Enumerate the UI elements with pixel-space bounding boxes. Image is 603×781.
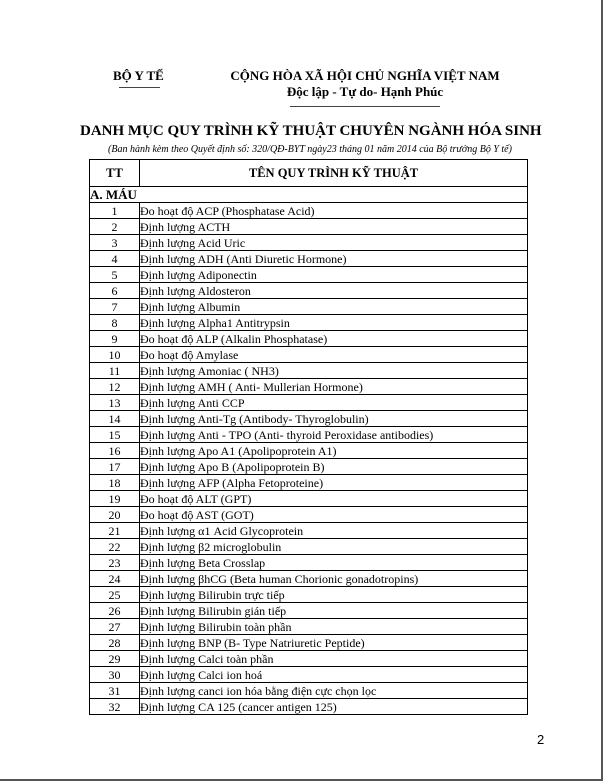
procedure-name: Định lượng α1 Acid Glycoprotein: [140, 523, 528, 539]
table-row: [90, 507, 528, 523]
table-row: [90, 379, 528, 395]
table-row: [90, 459, 528, 475]
row-number: 16: [90, 443, 140, 459]
table-row: [90, 539, 528, 555]
table-row: [90, 683, 528, 699]
table-row: [90, 411, 528, 427]
row-number: 12: [90, 379, 140, 395]
row-number: 22: [90, 539, 140, 555]
table-row: [90, 299, 528, 315]
procedure-name: Định lượng Apo A1 (Apolipoprotein A1): [140, 443, 528, 459]
row-number: 21: [90, 523, 140, 539]
procedure-name: Định lượng βhCG (Beta human Chorionic gonadotropins): [140, 571, 528, 587]
procedure-name: Định lượng Amoniac ( NH3): [140, 363, 528, 379]
procedure-name: Định lượng Calci ion hoá: [140, 667, 528, 683]
row-number: 1: [90, 203, 140, 219]
table-row: [90, 475, 528, 491]
row-number: 19: [90, 491, 140, 507]
row-number: 29: [90, 651, 140, 667]
table-row: [90, 203, 528, 219]
procedure-name: Đo hoạt độ ALP (Alkalin Phosphatase): [140, 331, 528, 347]
procedure-name: Định lượng Adiponectin: [140, 267, 528, 283]
motto-underline: [290, 106, 440, 107]
row-number: 27: [90, 619, 140, 635]
document-subtitle: (Ban hành kèm theo Quyết định số: 320/QĐ-BYT ngày23 tháng 01 năm 2014 của Bộ trưởng Bộ Y tế): [108, 144, 512, 155]
row-number: 4: [90, 251, 140, 267]
nation-title: CỘNG HÒA XÃ HỘI CHỦ NGHĨA VIỆT NAM: [230, 68, 500, 83]
procedure-table: [89, 159, 528, 715]
procedure-name: Định lượng Beta Crosslap: [140, 555, 528, 571]
row-number: 13: [90, 395, 140, 411]
table-row: [90, 283, 528, 299]
procedure-name: Định lượng β2 microglobulin: [140, 539, 528, 555]
row-number: 9: [90, 331, 140, 347]
ministry-name: BỘ Y TẾ: [113, 68, 164, 83]
page-number: 2: [537, 732, 545, 747]
procedure-name: Định lượng Bilirubin toàn phần: [140, 619, 528, 635]
table-row: [90, 491, 528, 507]
table-row: [90, 219, 528, 235]
row-number: 31: [90, 683, 140, 699]
procedure-name: Định lượng Acid Uric: [140, 235, 528, 251]
table-row: [90, 619, 528, 635]
row-number: 30: [90, 667, 140, 683]
procedure-name: Định lượng ACTH: [140, 219, 528, 235]
row-number: 7: [90, 299, 140, 315]
row-number: 14: [90, 411, 140, 427]
table-row: [90, 603, 528, 619]
table-row: [90, 651, 528, 667]
procedure-name: Định lượng AFP (Alpha Fetoproteine): [140, 475, 528, 491]
table-row: [90, 555, 528, 571]
table-row: [90, 667, 528, 683]
table-row: [90, 315, 528, 331]
row-number: 17: [90, 459, 140, 475]
procedure-name: Định lượng Anti CCP: [140, 395, 528, 411]
row-number: 32: [90, 699, 140, 715]
row-number: 10: [90, 347, 140, 363]
row-number: 2: [90, 219, 140, 235]
row-number: 11: [90, 363, 140, 379]
table-row: [90, 587, 528, 603]
table-row: [90, 267, 528, 283]
row-number: 23: [90, 555, 140, 571]
row-number: 5: [90, 267, 140, 283]
table-row: [90, 523, 528, 539]
procedure-name: Đo hoạt độ Amylase: [140, 347, 528, 363]
table-row: [90, 443, 528, 459]
row-number: 8: [90, 315, 140, 331]
row-number: 28: [90, 635, 140, 651]
table-row: [90, 395, 528, 411]
procedure-name: Đo hoạt độ ALT (GPT): [140, 491, 528, 507]
ministry-underline: [119, 87, 160, 88]
procedure-name: Đo hoạt độ ACP (Phosphatase Acid): [140, 203, 528, 219]
table-row: [90, 635, 528, 651]
procedure-name: Định lượng Calci toàn phần: [140, 651, 528, 667]
procedure-name: Định lượng Anti - TPO (Anti- thyroid Peroxidase antibodies): [140, 427, 528, 443]
table-row: [90, 427, 528, 443]
row-number: 26: [90, 603, 140, 619]
table-row: [90, 331, 528, 347]
procedure-name: Định lượng Albumin: [140, 299, 528, 315]
document-title: DANH MỤC QUY TRÌNH KỸ THUẬT CHUYÊN NGÀNH HÓA SINH: [80, 123, 542, 139]
row-number: 18: [90, 475, 140, 491]
row-number: 6: [90, 283, 140, 299]
procedure-name: Định lượng Apo B (Apolipoprotein B): [140, 459, 528, 475]
procedure-name: Định lượng Anti-Tg (Antibody- Thyroglobulin): [140, 411, 528, 427]
procedure-name: Định lượng BNP (B- Type Natriuretic Peptide): [140, 635, 528, 651]
procedure-name: Định lượng Bilirubin trực tiếp: [140, 587, 528, 603]
procedure-name: Định lượng CA 125 (cancer antigen 125): [140, 699, 528, 715]
row-number: 20: [90, 507, 140, 523]
table-row: [90, 235, 528, 251]
table-row: [90, 363, 528, 379]
row-number: 3: [90, 235, 140, 251]
section-label: A. MÁU: [90, 187, 528, 203]
procedure-name: Định lượng Alpha1 Antitrypsin: [140, 315, 528, 331]
procedure-name: Định lượng canci ion hóa bằng điện cực chọn lọc: [140, 683, 528, 699]
table-row: [90, 699, 528, 715]
table-row: [90, 571, 528, 587]
table-row: [90, 347, 528, 363]
row-number: 15: [90, 427, 140, 443]
nation-motto: Độc lập - Tự do- Hạnh Phúc: [286, 84, 444, 99]
table-header-row: [90, 160, 528, 187]
procedure-name: Đo hoạt độ AST (GOT): [140, 507, 528, 523]
procedure-name: Định lượng Aldosteron: [140, 283, 528, 299]
row-number: 24: [90, 571, 140, 587]
row-number: 25: [90, 587, 140, 603]
column-header-tt: TT: [90, 160, 140, 187]
procedure-name: Định lượng AMH ( Anti- Mullerian Hormone): [140, 379, 528, 395]
column-header-name: TÊN QUY TRÌNH KỸ THUẬT: [140, 160, 528, 187]
procedure-name: Định lượng Bilirubin gián tiếp: [140, 603, 528, 619]
procedure-name: Định lượng ADH (Anti Diuretic Hormone): [140, 251, 528, 267]
table-row: [90, 251, 528, 267]
section-row: [90, 187, 528, 203]
